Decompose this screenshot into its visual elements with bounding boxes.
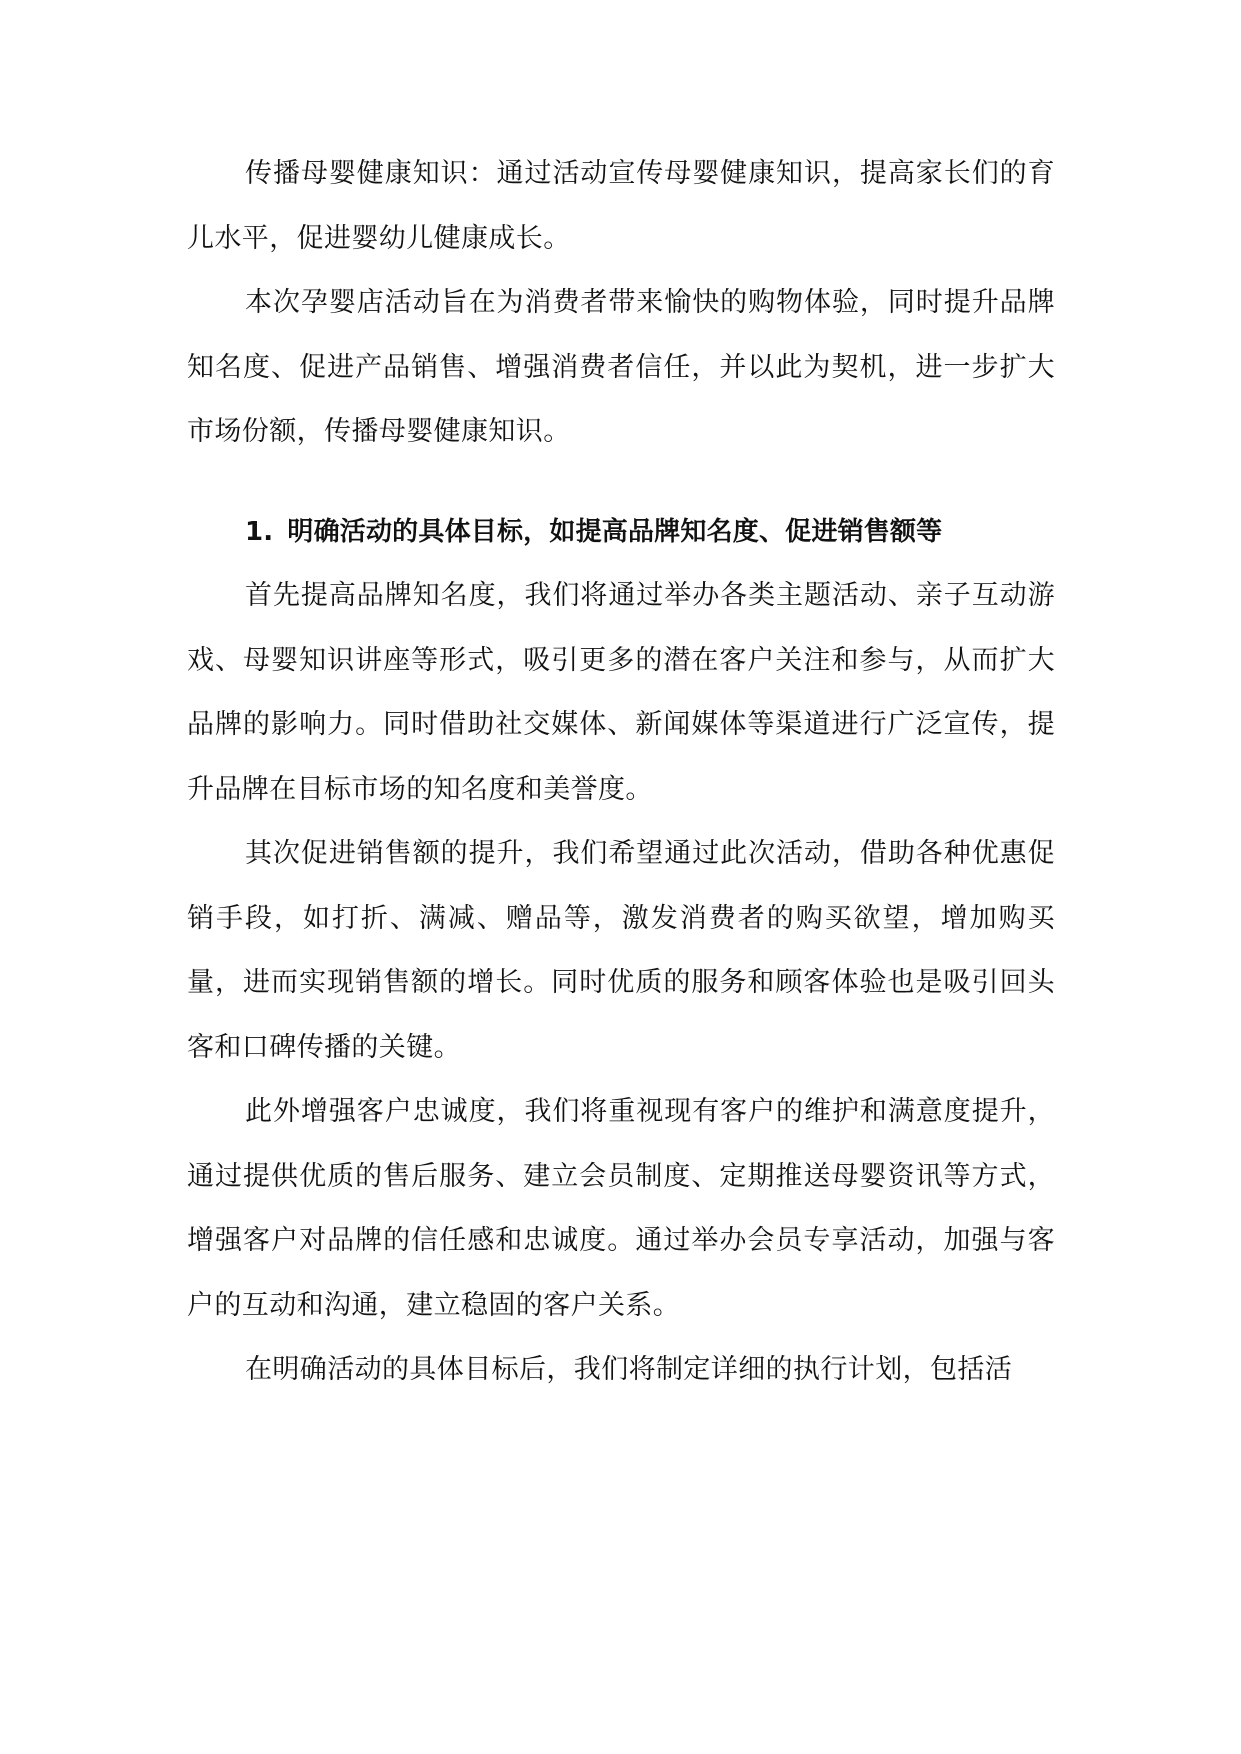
paragraph-activity-summary: 本次孕婴店活动旨在为消费者带来愉快的购物体验，同时提升品牌知名度、促进产品销售、增强消费者信任，并以此为契机，进一步扩大市场份额，传播母婴健康知识。 bbox=[187, 287, 1055, 447]
paragraph-brand-awareness: 首先提高品牌知名度，我们将通过举办各类主题活动、亲子互动游戏、母婴知识讲座等形式，吸引更多的潜在客户关注和参与，从而扩大品牌的影响力。同时借助社交媒体、新闻媒体等渠道进行广泛宣传，提升品牌在目标市场的知名度和美誉度。 bbox=[187, 580, 1055, 805]
section-heading-number: 1. bbox=[245, 516, 274, 547]
paragraph-maternal-health: 传播母婴健康知识：通过活动宣传母婴健康知识，提高家长们的育儿水平，促进婴幼儿健康成长。 bbox=[187, 158, 1055, 254]
section-heading-text: 明确活动的具体目标，如提高品牌知名度、促进销售额等 bbox=[287, 516, 943, 547]
document-body bbox=[187, 142, 1055, 1403]
paragraph-sales-growth: 其次促进销售额的提升，我们希望通过此次活动，借助各种优惠促销手段，如打折、满减、赠品等，激发消费者的购买欲望，增加购买量，进而实现销售额的增长。同时优质的服务和顾客体验也是吸引回头客和口碑传播的关键。 bbox=[187, 838, 1055, 1063]
paragraph-execution-plan: 在明确活动的具体目标后，我们将制定详细的执行计划，包括活 bbox=[245, 1354, 1013, 1385]
paragraph-customer-loyalty: 此外增强客户忠诚度，我们将重视现有客户的维护和满意度提升，通过提供优质的售后服务、建立会员制度、定期推送母婴资讯等方式，增强客户对品牌的信任感和忠诚度。通过举办会员专享活动，加强与客户的互动和沟通，建立稳固的客户关系。 bbox=[187, 1096, 1055, 1321]
section-heading bbox=[187, 500, 1055, 565]
